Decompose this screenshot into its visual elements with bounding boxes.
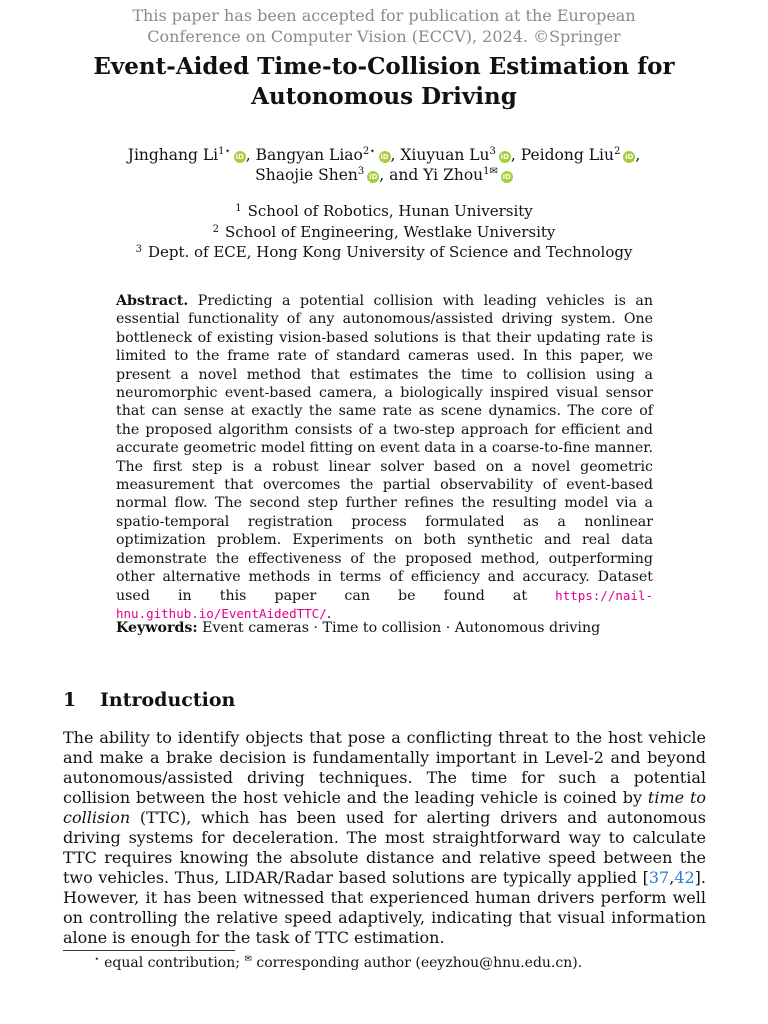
orcid-icon[interactable]: iD bbox=[502, 173, 511, 181]
introduction-paragraph: The ability to identify objects that pose a conflicting threat to the host vehicle and make a brake decision is fundamentally important in Level-2 and beyond autonomous/assisted driving techniques. The time for such a potential collision between the host vehicle and the leading vehicle is coined by time to collision (TTC), which has been used for alerting drivers and autonomous driving systems for deceleration. The most straightforward way to calculate TTC requires knowing the absolute distance and relative speed between the two vehicles. Thus, LIDAR/Radar based solutions are typically applied [37,42]. However, it has been witnessed that experienced human drivers perform well on controlling the relative speed adaptively, indicating that visual information alone is enough for the task of TTC estimation. bbox=[63, 728, 707, 947]
star-icon: ⋆ bbox=[94, 954, 100, 965]
author-sup: 3 bbox=[489, 145, 496, 157]
author-name: Shaojie Shen bbox=[255, 166, 358, 184]
section-number: 1 bbox=[63, 689, 77, 711]
keywords-text: Event cameras · Time to collision · Autonomous driving bbox=[202, 620, 601, 636]
author-sup: 3 bbox=[357, 165, 365, 177]
orcid-icon[interactable]: iD bbox=[380, 153, 389, 161]
author-name: Peidong Liu bbox=[520, 146, 614, 164]
author-sup: 1✉ bbox=[483, 165, 498, 177]
footnote-divider bbox=[63, 950, 235, 951]
footnote: ⋆ equal contribution; ✉ corresponding author (eeyzhou@hnu.edu.cn). bbox=[94, 954, 583, 971]
abstract: Abstract. Predicting a potential collision with leading vehicles is an essential functionality of any autonomous/assisted driving system. One bottleneck of existing vision-based solutions is that their updating rate is limited to the frame rate of standard cameras used. In this paper, we present a novel method that estimates the time to collision using a neuromorphic event-based camera, a biologically inspired visual sensor that can sense at exactly the same rate as scene dynamics. The core of the proposed algorithm consists of a two-step approach for efficient and accurate geometric model fitting on event data in a coarse-to-fine manner. The first step is a robust linear solver based on a novel geometric measurement that overcomes the partial observability of event-based normal flow. The second step further refines the resulting model via a spatio-temporal registration process formulated as a nonlinear optimization problem. Experiments on both synthetic and real data demonstrate the effectiveness of the proposed method, outperforming other alternative methods in terms of efficiency and accuracy. Dataset used in this paper can be found at https://nail-hnu.github.io/EventAidedTTC/. bbox=[116, 293, 654, 622]
author-line-1: Jinghang $Li^{1⋆}iD$ , Bangyan Liao$^{2⋆}$iD , Xiuyuan Lu$^3$iD , Peidong Liu$^2$iD , bbox=[127, 145, 641, 164]
section-title: Introduction bbox=[100, 689, 236, 711]
author-name: Bangyan Liao bbox=[255, 146, 363, 164]
author-name: Xiuyuan Lu bbox=[400, 146, 490, 164]
orcid-icon[interactable]: iD bbox=[500, 153, 509, 161]
keywords bbox=[116, 619, 653, 637]
author-sup: 2⋆ bbox=[362, 145, 376, 157]
citation-link[interactable]: 37 bbox=[648, 868, 670, 887]
section-heading bbox=[63, 688, 235, 712]
author-list bbox=[0, 145, 768, 185]
orcid-icon[interactable]: iD bbox=[625, 153, 634, 161]
paper-title bbox=[0, 52, 768, 112]
abstract-label: Abstract. bbox=[116, 293, 189, 309]
publication-notice bbox=[0, 5, 768, 47]
affiliation-item: $^2$ School of Engineering, Westlake University bbox=[212, 222, 556, 241]
notice-line-1: This paper has been accepted for publication at the European bbox=[132, 6, 636, 25]
orcid-icon[interactable]: iD bbox=[235, 153, 244, 161]
title-line-2: Autonomous Driving bbox=[251, 83, 517, 110]
keywords-label: Keywords: bbox=[116, 620, 198, 636]
title-line-1: Event-Aided Time-to-Collision Estimation for bbox=[93, 53, 675, 80]
abstract-text: Predicting a potential collision with leading vehicles is an essential functionality of any autonomous/assisted driving system. One bottleneck of existing vision-based solutions is that their updating rate is limited to the frame rate of standard cameras used. In this paper, we present a novel method that estimates the time to collision using a neuromorphic event-based camera, a biologically inspired visual sensor that can sense at exactly the same rate as scene dynamics. The core of the proposed algorithm consists of a two-step approach for efficient and accurate geometric model fitting on event data in a coarse-to-fine manner. The first step is a robust linear solver based on a novel geometric measurement that overcomes the partial observability of event-based normal flow. The second step further refines the resulting model via a spatio-temporal registration process formulated as a nonlinear optimization problem. Experiments on both synthetic and real data demonstrate the effectiveness of the proposed method, outperforming other alternative methods in terms of efficiency and accuracy. Dataset used in this paper can be found at bbox=[116, 293, 654, 604]
author-name: Yi Zhou bbox=[423, 166, 484, 184]
affiliation-list bbox=[0, 200, 768, 262]
affiliation-item: $^3$ Dept. of ECE, Hong Kong University of Science and Technology bbox=[135, 243, 633, 261]
emphasis-term: time to collision bbox=[63, 788, 707, 827]
orcid-icon[interactable]: iD bbox=[369, 173, 378, 181]
mail-icon: ✉ bbox=[244, 954, 252, 965]
affiliation-item: $^1$ School of Robotics, Hunan University bbox=[235, 202, 533, 220]
dataset-link[interactable]: https://nail-hnu.github.io/EventAidedTTC/ bbox=[116, 587, 653, 621]
author-line-2: Shaojie Shen$^3$iD , and Yi Zhou$^{1✉}$iD bbox=[255, 165, 511, 184]
citation-link[interactable]: 42 bbox=[674, 868, 695, 887]
author-name: Jinghang Li bbox=[127, 146, 219, 164]
author-sup: 1⋆ bbox=[218, 145, 231, 157]
notice-line-2: Conference on Computer Vision (ECCV), 2024. ©Springer bbox=[147, 27, 621, 46]
author-sup: 2 bbox=[613, 145, 621, 157]
